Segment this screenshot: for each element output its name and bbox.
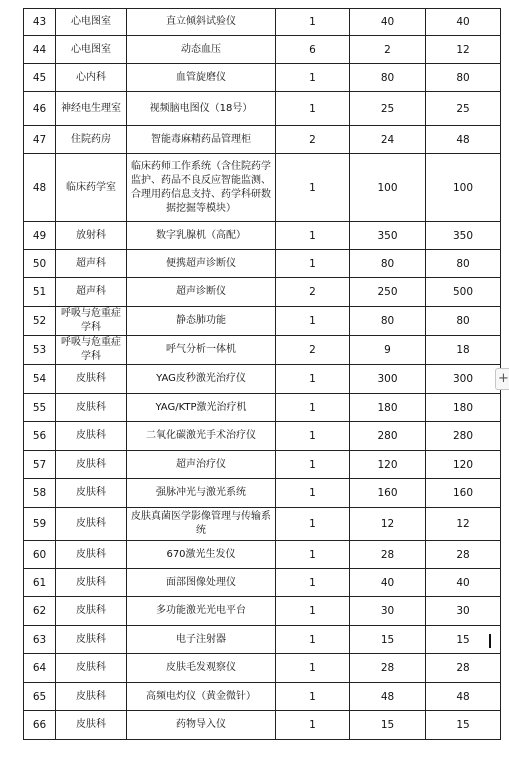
cell-no: 60	[24, 541, 56, 569]
table-row	[24, 365, 501, 394]
table-row	[24, 422, 501, 451]
cell-no: 57	[24, 451, 56, 479]
cell-dept: 临床药学室	[56, 154, 127, 222]
cell-qty: 1	[276, 394, 350, 422]
cell-qty: 2	[276, 336, 350, 365]
cell-total: 100	[426, 154, 501, 222]
table-body	[24, 9, 501, 740]
cell-total: 25	[426, 92, 501, 126]
cell-total: 80	[426, 250, 501, 278]
cell-no: 45	[24, 64, 56, 92]
cell-qty: 1	[276, 9, 350, 36]
table-row	[24, 64, 501, 92]
table-row	[24, 451, 501, 479]
cell-total: 28	[426, 541, 501, 569]
cell-unit-price: 28	[350, 654, 426, 683]
table-row	[24, 36, 501, 64]
cell-dept: 皮肤科	[56, 451, 127, 479]
table-row	[24, 479, 501, 508]
cell-unit-price: 80	[350, 307, 426, 336]
cell-qty: 1	[276, 365, 350, 394]
table-row	[24, 597, 501, 626]
cell-unit-price: 40	[350, 569, 426, 597]
cell-total: 280	[426, 422, 501, 451]
cell-name: 高频电灼仪（黄金微针）	[127, 683, 276, 711]
cell-total: 500	[426, 278, 501, 307]
cell-total: 30	[426, 597, 501, 626]
cell-dept: 心内科	[56, 64, 127, 92]
equipment-table	[23, 8, 501, 740]
cell-no: 44	[24, 36, 56, 64]
cell-no: 52	[24, 307, 56, 336]
cell-name: 超声诊断仪	[127, 278, 276, 307]
cell-dept: 皮肤科	[56, 541, 127, 569]
cell-dept: 超声科	[56, 250, 127, 278]
cell-dept: 心电图室	[56, 36, 127, 64]
cell-dept: 皮肤科	[56, 365, 127, 394]
cell-name: 临床药师工作系统（含住院药学监护、药品不良反应智能监测、合理用药信息支持、药学科研数据挖掘等模块）	[127, 154, 276, 222]
table-row	[24, 250, 501, 278]
cell-no: 59	[24, 508, 56, 541]
cell-dept: 皮肤科	[56, 394, 127, 422]
cell-name: 静态肺功能	[127, 307, 276, 336]
cell-unit-price: 9	[350, 336, 426, 365]
cell-unit-price: 80	[350, 64, 426, 92]
cell-unit-price: 15	[350, 626, 426, 654]
cell-total: 180	[426, 394, 501, 422]
cell-name: 血管旋磨仪	[127, 64, 276, 92]
cell-dept: 皮肤科	[56, 711, 127, 740]
cell-unit-price: 2	[350, 36, 426, 64]
cell-no: 46	[24, 92, 56, 126]
cell-qty: 1	[276, 451, 350, 479]
cell-name: 直立倾斜试验仪	[127, 9, 276, 36]
cell-total: 18	[426, 336, 501, 365]
cell-dept: 呼吸与危重症学科	[56, 307, 127, 336]
cell-unit-price: 28	[350, 541, 426, 569]
cell-name: 皮肤毛发观察仪	[127, 654, 276, 683]
cell-total: 120	[426, 451, 501, 479]
cell-total: 12	[426, 36, 501, 64]
cell-name: YAG皮秒激光治疗仪	[127, 365, 276, 394]
cell-name: 强脉冲光与激光系统	[127, 479, 276, 508]
cell-name: 超声治疗仪	[127, 451, 276, 479]
cell-qty: 1	[276, 683, 350, 711]
cell-name: 电子注射器	[127, 626, 276, 654]
cell-qty: 1	[276, 307, 350, 336]
table-row	[24, 569, 501, 597]
cell-name: 多功能激光光电平台	[127, 597, 276, 626]
cell-unit-price: 12	[350, 508, 426, 541]
cell-name: 便携超声诊断仪	[127, 250, 276, 278]
cell-qty: 1	[276, 508, 350, 541]
cell-unit-price: 120	[350, 451, 426, 479]
cell-qty: 1	[276, 541, 350, 569]
cell-total: 350	[426, 222, 501, 250]
cell-dept: 皮肤科	[56, 422, 127, 451]
cell-total: 15	[426, 711, 501, 740]
cell-no: 49	[24, 222, 56, 250]
cell-unit-price: 48	[350, 683, 426, 711]
cell-total: 40	[426, 569, 501, 597]
cell-dept: 住院药房	[56, 126, 127, 154]
cell-no: 55	[24, 394, 56, 422]
cell-dept: 呼吸与危重症学科	[56, 336, 127, 365]
cell-unit-price: 180	[350, 394, 426, 422]
cell-name: 670激光生发仪	[127, 541, 276, 569]
cell-no: 48	[24, 154, 56, 222]
cell-dept: 神经电生理室	[56, 92, 127, 126]
cell-no: 61	[24, 569, 56, 597]
add-row-button[interactable]	[495, 368, 509, 390]
table-row	[24, 711, 501, 740]
cell-name: 面部图像处理仪	[127, 569, 276, 597]
cell-name: 皮肤真菌医学影像管理与传输系统	[127, 508, 276, 541]
cell-qty: 6	[276, 36, 350, 64]
table-row	[24, 541, 501, 569]
cell-name: 智能毒麻精药品管理柜	[127, 126, 276, 154]
cell-no: 43	[24, 9, 56, 36]
cell-qty: 1	[276, 250, 350, 278]
cell-qty: 1	[276, 154, 350, 222]
cell-no: 62	[24, 597, 56, 626]
cell-no: 58	[24, 479, 56, 508]
cell-no: 47	[24, 126, 56, 154]
cell-no: 51	[24, 278, 56, 307]
cell-name: 呼气分析一体机	[127, 336, 276, 365]
cell-dept: 皮肤科	[56, 569, 127, 597]
cell-qty: 2	[276, 126, 350, 154]
table-row	[24, 394, 501, 422]
cell-qty: 1	[276, 597, 350, 626]
cell-unit-price: 100	[350, 154, 426, 222]
text-cursor	[489, 634, 491, 648]
table-row	[24, 307, 501, 336]
cell-qty: 1	[276, 626, 350, 654]
cell-dept: 皮肤科	[56, 683, 127, 711]
cell-unit-price: 25	[350, 92, 426, 126]
cell-qty: 1	[276, 64, 350, 92]
cell-qty: 1	[276, 222, 350, 250]
cell-unit-price: 15	[350, 711, 426, 740]
cell-total: 80	[426, 64, 501, 92]
cell-dept: 放射科	[56, 222, 127, 250]
cell-total: 12	[426, 508, 501, 541]
cell-unit-price: 300	[350, 365, 426, 394]
cell-unit-price: 280	[350, 422, 426, 451]
cell-unit-price: 40	[350, 9, 426, 36]
table-row	[24, 626, 501, 654]
cell-dept: 皮肤科	[56, 654, 127, 683]
table-row	[24, 92, 501, 126]
cell-unit-price: 350	[350, 222, 426, 250]
cell-no: 50	[24, 250, 56, 278]
cell-no: 66	[24, 711, 56, 740]
cell-dept: 超声科	[56, 278, 127, 307]
cell-name: 二氧化碳激光手术治疗仪	[127, 422, 276, 451]
table-row	[24, 508, 501, 541]
cell-name: YAG/KTP激光治疗机	[127, 394, 276, 422]
cell-name: 动态血压	[127, 36, 276, 64]
cell-name: 数字乳腺机（高配）	[127, 222, 276, 250]
table-row	[24, 683, 501, 711]
cell-total: 160	[426, 479, 501, 508]
table-row	[24, 154, 501, 222]
cell-no: 53	[24, 336, 56, 365]
cell-total: 28	[426, 654, 501, 683]
table-row	[24, 654, 501, 683]
cell-name: 视频脑电图仪（18号）	[127, 92, 276, 126]
cell-dept: 皮肤科	[56, 597, 127, 626]
table-row	[24, 336, 501, 365]
table-row	[24, 126, 501, 154]
cell-total: 15	[426, 626, 501, 654]
cell-total: 48	[426, 126, 501, 154]
cell-qty: 1	[276, 569, 350, 597]
cell-qty: 2	[276, 278, 350, 307]
cell-name: 药物导入仪	[127, 711, 276, 740]
cell-dept: 皮肤科	[56, 626, 127, 654]
cell-unit-price: 24	[350, 126, 426, 154]
cell-unit-price: 80	[350, 250, 426, 278]
cell-no: 65	[24, 683, 56, 711]
cell-qty: 1	[276, 92, 350, 126]
cell-no: 64	[24, 654, 56, 683]
cell-unit-price: 250	[350, 278, 426, 307]
cell-no: 54	[24, 365, 56, 394]
cell-total: 40	[426, 9, 501, 36]
cell-total: 80	[426, 307, 501, 336]
table-row	[24, 222, 501, 250]
plus-icon: +	[498, 371, 509, 386]
cell-qty: 1	[276, 711, 350, 740]
table-row	[24, 9, 501, 36]
cell-qty: 1	[276, 422, 350, 451]
cell-dept: 心电图室	[56, 9, 127, 36]
cell-qty: 1	[276, 479, 350, 508]
cell-no: 63	[24, 626, 56, 654]
cell-unit-price: 30	[350, 597, 426, 626]
table-row	[24, 278, 501, 307]
cell-dept: 皮肤科	[56, 479, 127, 508]
cell-total: 300	[426, 365, 501, 394]
cell-qty: 1	[276, 654, 350, 683]
cell-no: 56	[24, 422, 56, 451]
cell-total: 48	[426, 683, 501, 711]
cell-unit-price: 160	[350, 479, 426, 508]
cell-dept: 皮肤科	[56, 508, 127, 541]
